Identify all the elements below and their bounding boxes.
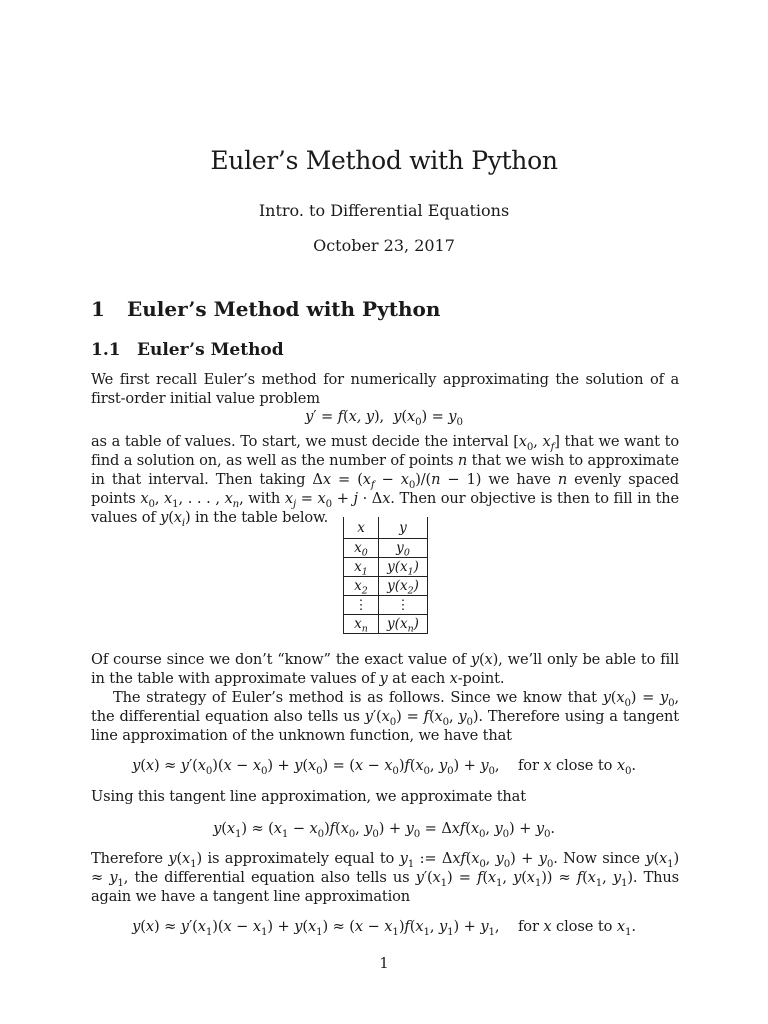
paragraph-using: Using this tangent line approximation, we approximate that bbox=[91, 788, 526, 805]
section-heading bbox=[91, 297, 440, 321]
equation-approx-y1: $y(x_1) \approx (x_1 - x_0)f(x_0$, $y_0) + y_0 = \Delta xf(x_0$, $y_0) + y_0$. bbox=[213, 820, 555, 840]
subsection-number: 1.1 bbox=[91, 340, 121, 360]
table-cell: $x_1$ bbox=[344, 558, 379, 577]
table-row bbox=[344, 558, 428, 577]
section-number: 1 bbox=[91, 297, 105, 321]
table-row bbox=[344, 539, 428, 558]
table-cell: $x_n$ bbox=[344, 615, 379, 634]
paragraph-therefore: Therefore $y(x_1)$ is approximately equal to $y_1$ := $\Delta xf(x_0$, $y_0) + y_0$. Now since $y(x_1) \approx y_1$, the differential equation also tells us $y'(x_1) = f(x_1$, $y(x_1)) \approx f(x_1$, $y_1$). Thus again we have a tangent line approximation bbox=[91, 850, 679, 905]
values-table bbox=[343, 517, 428, 634]
table-header-x: x bbox=[344, 517, 379, 539]
document-date: October 23, 2017 bbox=[313, 236, 455, 255]
table-cell: $x_0$ bbox=[344, 539, 379, 558]
paragraph-know: Of course since we don’t “know” the exact value of y(x), we’ll only be able to fill in the table with approximate values of y at each x-point. bbox=[91, 651, 679, 687]
table-row bbox=[344, 596, 428, 615]
equation-tangent-0: $y(x) \approx y'(x_0)(x - x_0) + y(x_0) = (x - x_0)f(x_0$, $y_0) + y_0$, for x close to $x_0$. bbox=[132, 757, 636, 777]
subsection-heading bbox=[91, 340, 284, 360]
table-cell: $y_0$ bbox=[379, 539, 428, 558]
equation-ivp: y′ = f(x, y), $y(x_0) = y_0$ bbox=[305, 408, 463, 428]
paragraph-setup: as a table of values. To start, we must decide the interval [$x_0$, $x_f$] that we want to find a solution on, as well as the number of points n that we wish to approximate in that interval. Then taking $\Delta x = (x_f - x_0)/(n - 1)$ we have n evenly spaced points $x_0$, $x_1$, . . . , $x_n$, with $x_j = x_0 + j \cdot \Delta x$. Then our objective is then to fill in the values of $y(x_i)$ in the table below. bbox=[91, 433, 680, 529]
table-cell: ⋮ bbox=[344, 596, 379, 615]
table-header-y: y bbox=[379, 517, 428, 539]
table-cell: $y(x_1)$ bbox=[379, 558, 428, 577]
page-number: 1 bbox=[379, 955, 389, 972]
table-cell: ⋮ bbox=[379, 596, 428, 615]
document-subtitle: Intro. to Differential Equations bbox=[258, 201, 510, 220]
table-header-row bbox=[344, 517, 428, 539]
section-title: Euler’s Method with Python bbox=[127, 297, 441, 321]
table-row bbox=[344, 577, 428, 596]
table-cell: $y(x_n)$ bbox=[379, 615, 428, 634]
table-row bbox=[344, 615, 428, 634]
table-cell: $y(x_2)$ bbox=[379, 577, 428, 596]
table-cell: $x_2$ bbox=[344, 577, 379, 596]
equation-tangent-1: $y(x) \approx y'(x_1)(x - x_1) + y(x_1) \approx (x - x_1)f(x_1$, $y_1) + y_1$, for x close to $x_1$. bbox=[132, 918, 636, 938]
document-title: Euler’s Method with Python bbox=[210, 146, 558, 175]
paragraph-intro: We first recall Euler’s method for numerically approximating the solution of a first-order initial value problem bbox=[91, 371, 679, 407]
paragraph-strategy: The strategy of Euler’s method is as follows. Since we know that $y(x_0) = y_0$, the differential equation also tells us $y'(x_0) = f(x_0$, $y_0$). Therefore using a tangent line approximation of the unknown function, we have that bbox=[91, 689, 679, 744]
subsection-title: Euler’s Method bbox=[137, 340, 284, 360]
